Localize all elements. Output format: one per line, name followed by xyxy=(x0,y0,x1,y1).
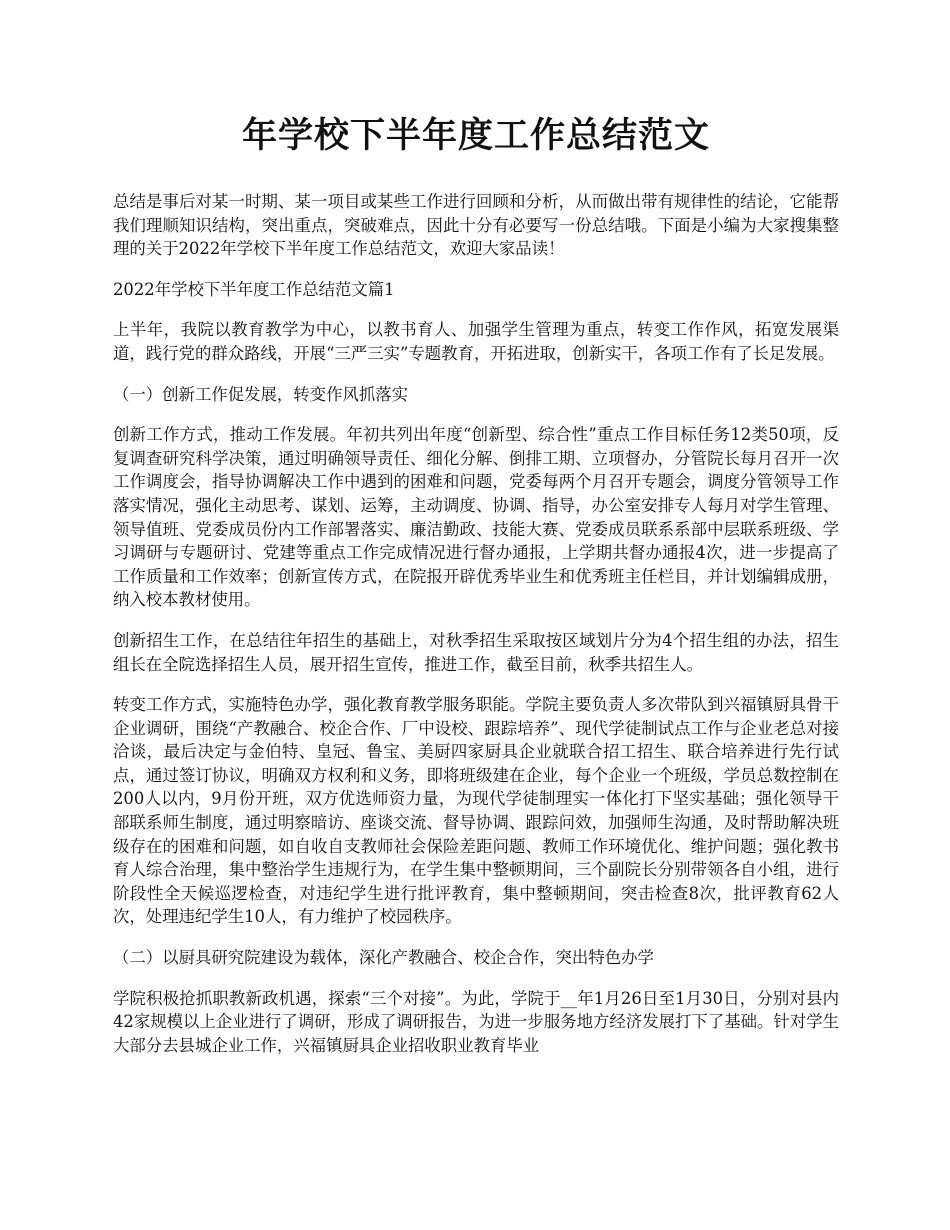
paragraph-overview: 上半年，我院以教育教学为中心，以教书育人、加强学生管理为重点，转变工作作风，拓宽发展渠道，践行党的群众路线，开展“三严三实”专题教育，开拓进取，创新实干，各项工作有了长足发展。 xyxy=(113,320,839,363)
paragraph-innovation-work: 创新工作方式，推动工作发展。年初共列出年度“创新型、综合性”重点工作目标任务12类50项，反复调查研究科学决策，通过明确领导责任、细化分解、倒排工期、立项督办，分管院长每月召开一次工作调度会，指导协调解决工作中遇到的困难和问题，党委每两个月召开专题会，调度分管领导工作落实情况，强化主动思考、谋划、运筹，主动调度、协调、指导，办公室安排专人每月对学生管理、领导值班、党委成员份内工作部署落实、廉洁勤政、技能大赛、党委成员联系系部中层联系班级、学习调研与专题研讨、党建等重点工作完成情况进行督办通报，上学期共督办通报4次，进一步提高了工作质量和工作效率；创新宣传方式，在院报开辟优秀毕业生和优秀班主任栏目，并计划编辑成册，纳入校本教材使用。 xyxy=(113,425,839,610)
subheading-1: （一）创新工作促发展，转变作风抓落实 xyxy=(113,384,409,404)
section-title: 2022年学校下半年度工作总结范文篇1 xyxy=(113,279,395,299)
document-title: 年学校下半年度工作总结范文 xyxy=(241,115,710,156)
intro-paragraph: 总结是事后对某一时期、某一项目或某些工作进行回顾和分析，从而做出带有规律性的结论，它能帮我们理顺知识结构，突出重点，突破难点，因此十分有必要写一份总结哦。下面是小编为大家搜集整理的关于2022年学校下半年度工作总结范文，欢迎大家品读！ xyxy=(113,192,839,259)
paragraph-research: 学院积极抢抓职教新政机遇，探索“三个对接”。为此，学院于__年1月26日至1月30日，分别对县内42家规模以上企业进行了调研，形成了调研报告，为进一步服务地方经济发展打下了基础。针对学生大部分去县城企业工作，兴福镇厨具企业招收职业教育毕业 xyxy=(113,988,839,1055)
document-page xyxy=(113,0,839,1057)
subheading-2: （二）以厨具研究院建设为载体，深化产教融合、校企合作，突出特色办学 xyxy=(113,948,654,968)
paragraph-enrollment: 创新招生工作，在总结往年招生的基础上，对秋季招生采取按区域划片分为4个招生组的办法，招生组长在全院选择招生人员，展开招生宣传，推进工作，截至目前，秋季共招生人。 xyxy=(113,630,839,674)
paragraph-work-style: 转变工作方式，实施特色办学，强化教育教学服务职能。学院主要负责人多次带队到兴福镇厨具骨干企业调研，围绕“产教融合、校企合作、厂中设校、跟踪培养”、现代学徒制试点工作与企业老总对接洽谈，最后决定与金伯特、皇冠、鲁宝、美厨四家厨具企业就联合招工招生、联合培养进行先行试点，通过签订协议，明确双方权利和义务，即将班级建在企业，每个企业一个班级，学员总数控制在200人以内，9月份开班，双方优选师资力量，为现代学徒制理实一体化打下坚实基础；强化领导干部联系师生制度，通过明察暗访、座谈交流、督导协调、跟踪问效，加强师生沟通，及时帮助解决班级存在的困难和问题，如自收自支教师社会保险差距问题、教师工作环境优化、维护问题；强化教书育人综合治理，集中整治学生违规行为，在学生集中整顿期间，三个副院长分别带领各自小组，进行阶段性全天候巡逻检查，对违纪学生进行批评教育，集中整顿期间，突击检查8次，批评教育62人次，处理违纪学生10人，有力维护了校园秩序。 xyxy=(113,695,839,927)
